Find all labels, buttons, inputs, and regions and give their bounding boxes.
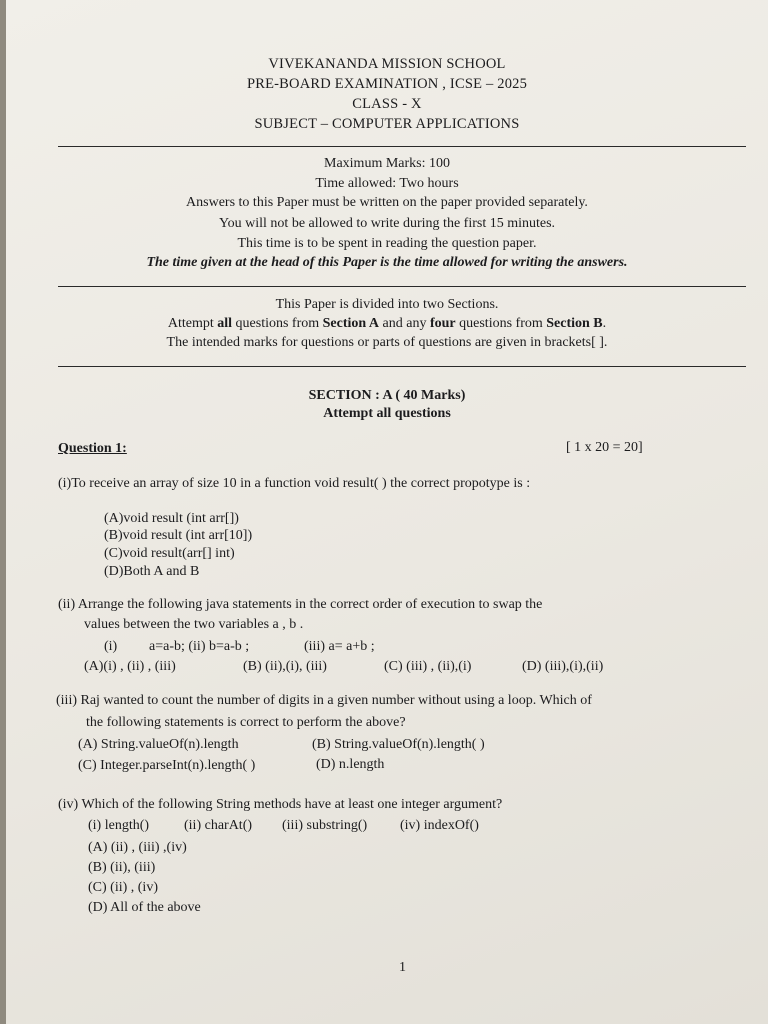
- q-ii-line-2: values between the two variables a , b .: [84, 617, 304, 632]
- class-label: CLASS - X: [352, 96, 422, 112]
- instruction-line-3: This time is to be spent in reading the question paper.: [237, 236, 537, 251]
- question-1-label: Question 1:: [58, 441, 127, 456]
- max-marks: Maximum Marks: 100: [324, 156, 450, 171]
- q-iv-method-2: (ii) charAt(): [184, 818, 253, 833]
- section-a-title: SECTION : A ( 40 Marks): [308, 388, 466, 403]
- instruction-line-4: The time given at the head of this Paper is the time allowed for writing the answers.: [146, 255, 628, 270]
- instruction-line-2: You will not be allowed to write during the first 15 minutes.: [218, 216, 556, 231]
- q-ii-option-c: (C) (iii) , (ii),(i): [384, 659, 472, 674]
- time-allowed: Time allowed: Two hours: [315, 176, 459, 191]
- q-iii-option-a: (A) String.valueOf(n).length: [78, 737, 239, 752]
- q-iv-option-a: (A) (ii) , (iii) ,(iv): [88, 840, 187, 855]
- q-ii-option-d: (D) (iii),(i),(ii): [522, 659, 604, 674]
- instruction-line-1: Answers to this Paper must be written on the paper provided separately.: [186, 195, 588, 210]
- sections-line-1: This Paper is divided into two Sections.: [275, 297, 499, 312]
- q-ii-statement-label: (i): [104, 639, 118, 654]
- q-ii-statements: a=a-b; (ii) b=a-b ;: [149, 639, 250, 654]
- section-a-subtitle: Attempt all questions: [323, 406, 451, 421]
- q-iii-line-1: (iii) Raj wanted to count the number of digits in a given number without using a loop. Which of: [56, 693, 592, 708]
- sections-line-3: The intended marks for questions or parts of questions are given in brackets[ ].: [166, 335, 608, 350]
- q-i-option-a: (A)void result (int arr[]): [104, 511, 239, 526]
- q-i-option-b: (B)void result (int arr[10]): [104, 528, 253, 543]
- q-iv-option-b: (B) (ii), (iii): [88, 860, 156, 875]
- q-iii-option-d: (D) n.length: [316, 757, 385, 772]
- divider-2: [58, 286, 746, 287]
- q-i-option-c: (C)void result(arr[] int): [104, 546, 235, 561]
- q-iv-method-4: (iv) indexOf(): [400, 818, 479, 833]
- question-1-marks: [ 1 x 20 = 20]: [566, 440, 643, 455]
- exam-title: PRE-BOARD EXAMINATION , ICSE – 2025: [246, 76, 528, 92]
- divider-3: [58, 366, 746, 367]
- q-ii-option-a: (A)(i) , (ii) , (iii): [84, 659, 176, 674]
- page-number: 1: [399, 960, 406, 975]
- subject-label: SUBJECT – COMPUTER APPLICATIONS: [254, 116, 520, 132]
- q-iv-option-d: (D) All of the above: [88, 900, 201, 915]
- school-name: VIVEKANANDA MISSION SCHOOL: [268, 56, 506, 72]
- q-iv-line-1: (iv) Which of the following String methods have at least one integer argument?: [58, 797, 503, 812]
- q-iv-method-3: (iii) substring(): [282, 818, 368, 833]
- q-iv-option-c: (C) (ii) , (iv): [88, 880, 158, 895]
- q-ii-statement-3: (iii) a= a+b ;: [304, 639, 375, 654]
- q-ii-line-1: (ii) Arrange the following java statements in the correct order of execution to swap the: [58, 597, 543, 612]
- q-iii-option-c: (C) Integer.parseInt(n).length( ): [78, 758, 256, 773]
- sections-line-2: Attempt all questions from Section A and any four questions from Section B.: [167, 316, 607, 331]
- q-iv-method-1: (i) length(): [88, 818, 150, 833]
- q-ii-option-b: (B) (ii),(i), (iii): [243, 659, 327, 674]
- exam-paper: [6, 0, 768, 1024]
- divider-1: [58, 146, 746, 147]
- q-i-option-d: (D)Both A and B: [104, 564, 200, 579]
- q-iii-option-b: (B) String.valueOf(n).length( ): [312, 737, 485, 752]
- q-iii-line-2: the following statements is correct to perform the above?: [86, 715, 406, 730]
- q-i-text: (i)To receive an array of size 10 in a function void result( ) the correct propotype is :: [58, 476, 531, 491]
